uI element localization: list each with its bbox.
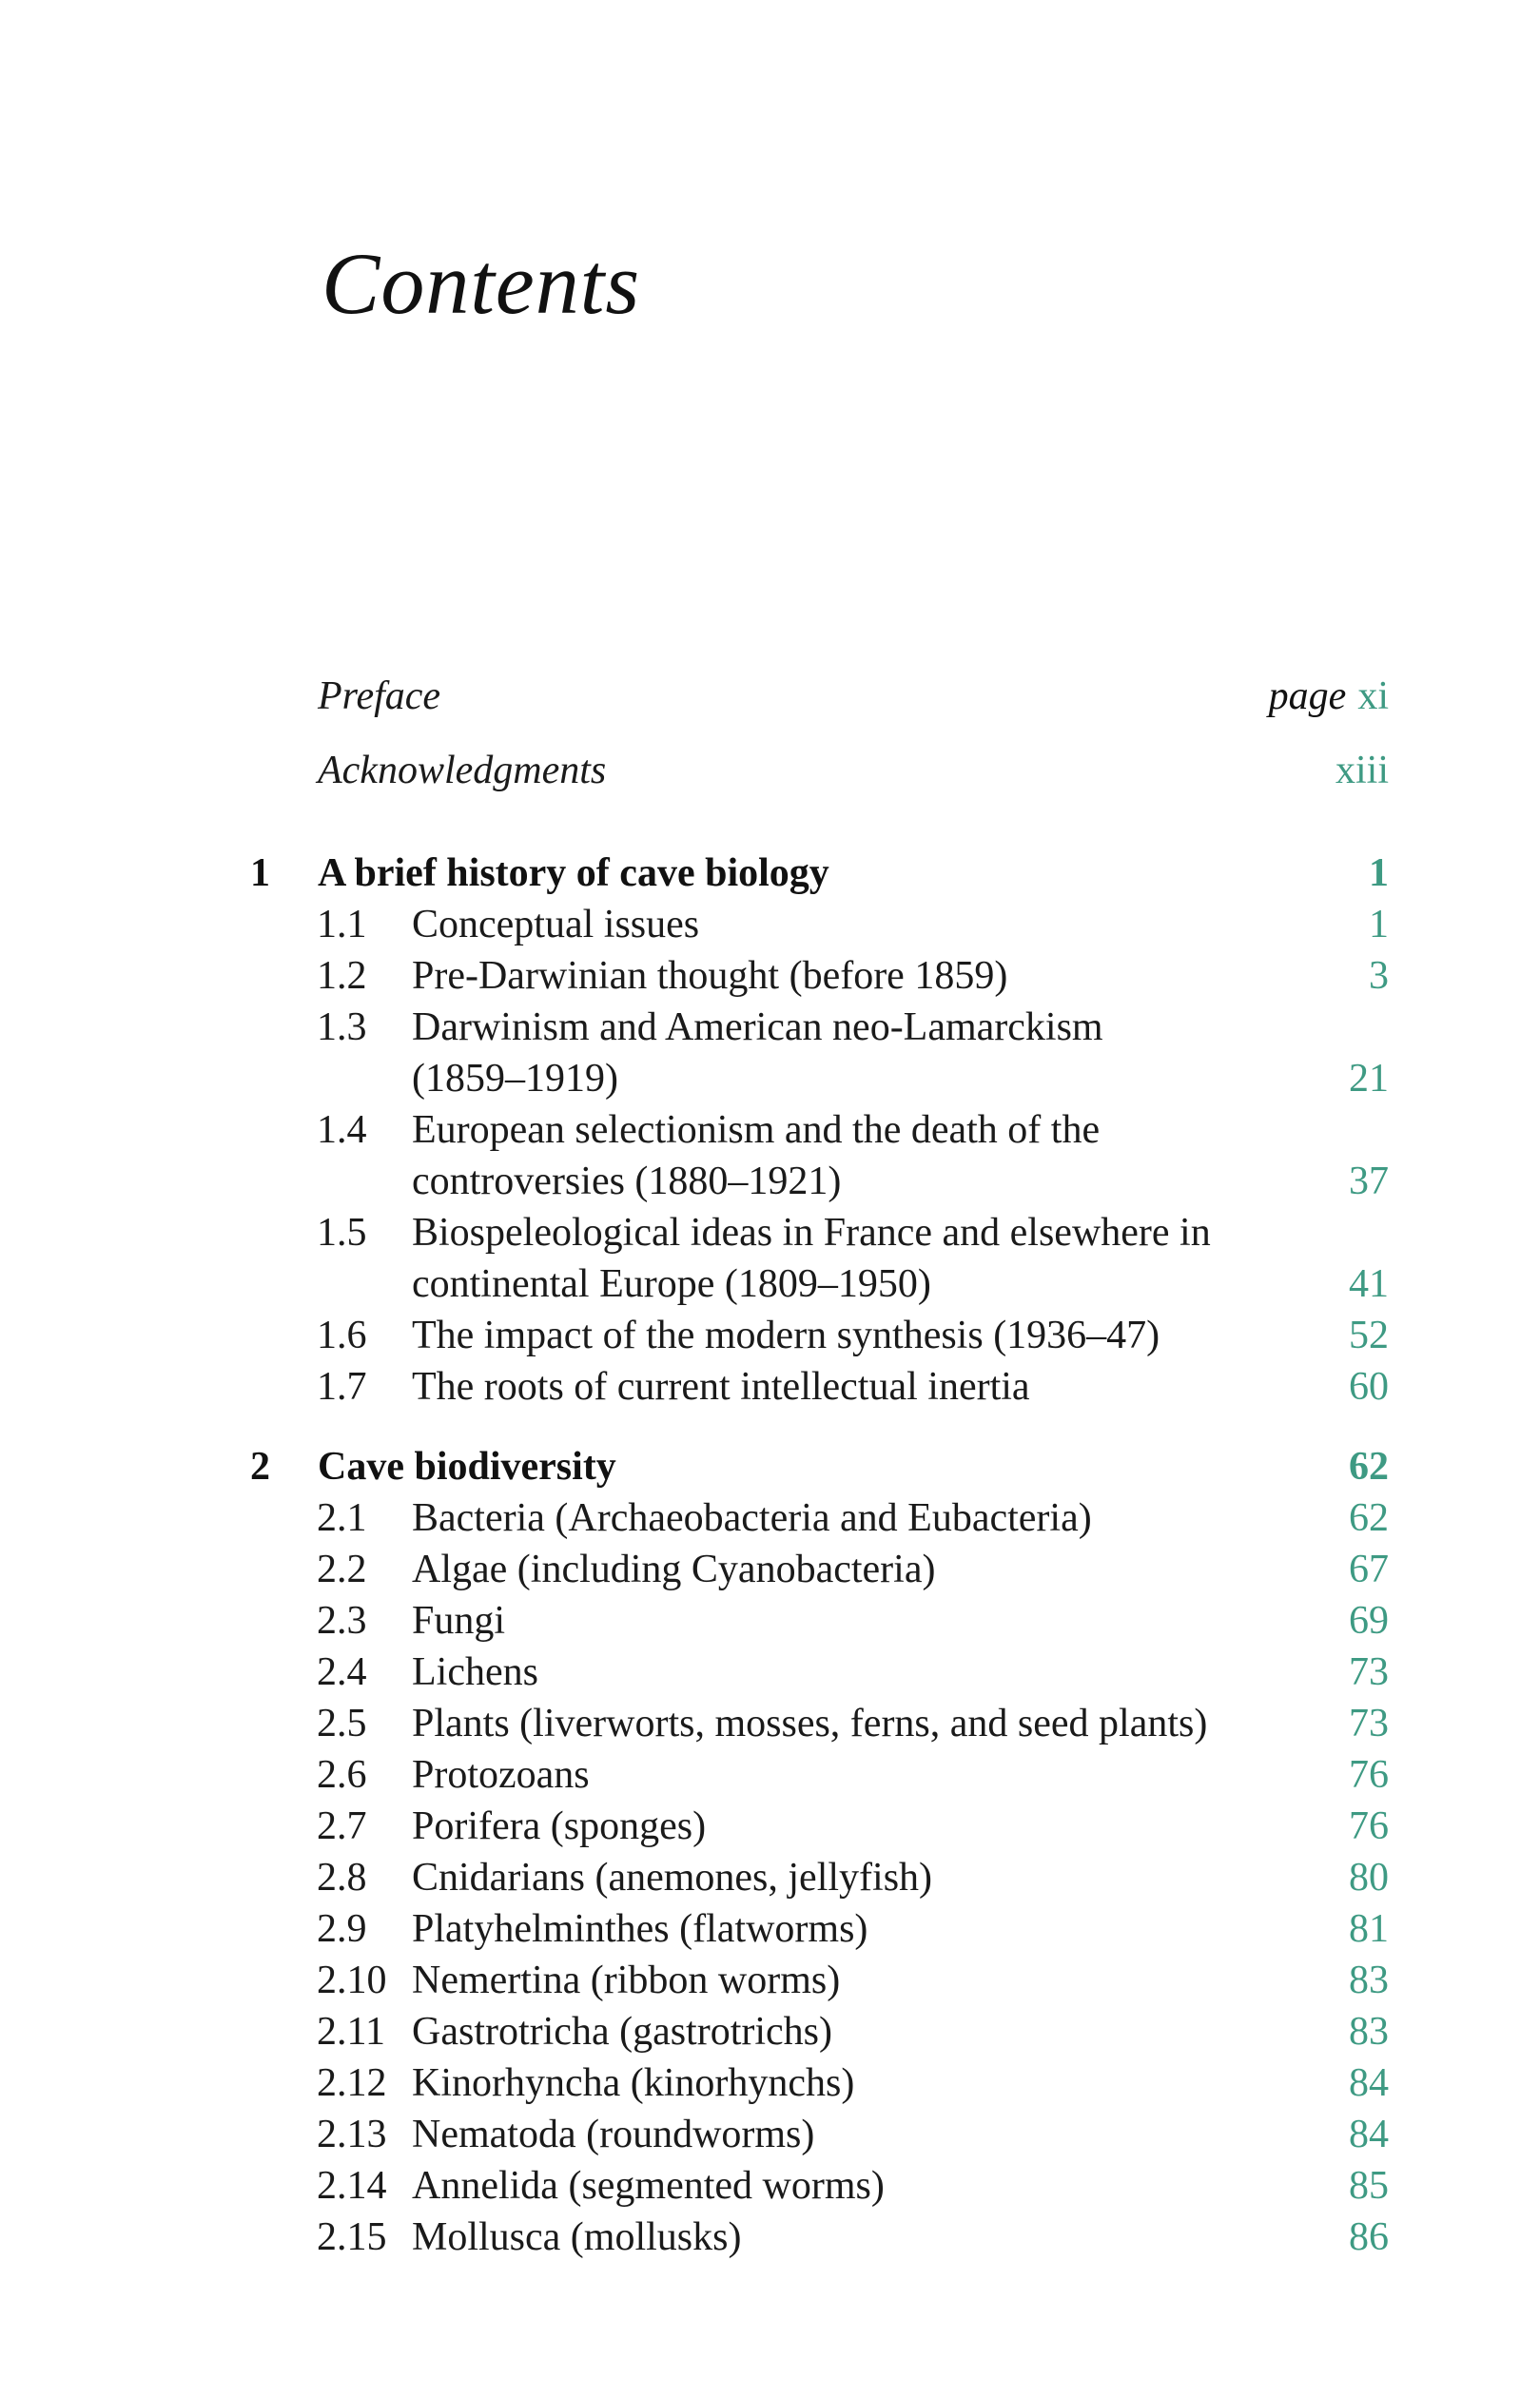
toc-section[interactable] <box>0 1595 1540 1647</box>
section-title: Cnidarians (anemones, jellyfish) <box>412 1856 933 1900</box>
page-number: 84 <box>1349 2113 1389 2156</box>
section-number: 2.11 <box>317 2010 385 2054</box>
section-title: Nematoda (roundworms) <box>412 2113 815 2156</box>
toc-section[interactable] <box>0 2212 1540 2263</box>
page-number: 21 <box>1349 1057 1389 1101</box>
section-title: European selectionism and the death of the <box>412 1108 1101 1152</box>
section-number: 2.1 <box>317 1496 367 1540</box>
toc-section[interactable] <box>0 2109 1540 2160</box>
toc-section[interactable] <box>0 1647 1540 1698</box>
toc-section-continuation[interactable] <box>0 1156 1540 1207</box>
page-number: 37 <box>1349 1160 1389 1203</box>
page-number: 1 <box>1369 851 1389 895</box>
toc-section[interactable] <box>0 1492 1540 1544</box>
section-number: 2.8 <box>317 1856 367 1900</box>
chapter-number: 2 <box>250 1445 270 1489</box>
section-title: Biospeleological ideas in France and elsewhere in <box>412 1211 1211 1255</box>
toc-section[interactable] <box>0 1361 1540 1413</box>
chapter-title: Cave biodiversity <box>318 1445 616 1489</box>
section-number: 2.4 <box>317 1650 367 1694</box>
section-number: 1.4 <box>317 1108 367 1152</box>
section-title-continued: (1859–1919) <box>412 1057 618 1101</box>
section-title: Conceptual issues <box>412 903 700 946</box>
section-number: 2.6 <box>317 1753 367 1797</box>
toc-section[interactable] <box>0 1749 1540 1801</box>
section-title: Lichens <box>412 1650 538 1694</box>
page-number: 86 <box>1349 2215 1389 2259</box>
page-number: 83 <box>1349 2010 1389 2054</box>
section-number: 1.7 <box>317 1365 367 1409</box>
toc-chapter-2[interactable] <box>0 1441 1540 1492</box>
entry-title: Preface <box>318 674 441 718</box>
toc-chapter-1[interactable] <box>0 848 1540 899</box>
section-number: 1.5 <box>317 1211 367 1255</box>
section-title: Pre-Darwinian thought (before 1859) <box>412 954 1008 998</box>
section-number: 2.12 <box>317 2061 387 2105</box>
page-label: page <box>1268 674 1347 718</box>
page-number: 73 <box>1349 1650 1389 1694</box>
section-title: Bacteria (Archaeobacteria and Eubacteria) <box>412 1496 1092 1540</box>
section-number: 1.2 <box>317 954 367 998</box>
section-number: 2.14 <box>317 2164 387 2208</box>
toc-section[interactable] <box>0 899 1540 950</box>
toc-section[interactable] <box>0 1104 1540 1156</box>
toc-section[interactable] <box>0 1903 1540 1955</box>
toc-section[interactable] <box>0 1698 1540 1749</box>
section-number: 1.3 <box>317 1005 367 1049</box>
page-number: 67 <box>1349 1548 1389 1591</box>
toc-section[interactable] <box>0 2160 1540 2212</box>
toc-section[interactable] <box>0 2057 1540 2109</box>
page-number: 85 <box>1349 2164 1389 2208</box>
page-number: 76 <box>1349 1753 1389 1797</box>
section-number: 2.15 <box>317 2215 387 2259</box>
page-number: 62 <box>1349 1496 1389 1540</box>
page-number: xi <box>1357 674 1389 718</box>
page-number: 81 <box>1349 1907 1389 1951</box>
toc-section[interactable] <box>0 1207 1540 1258</box>
section-number: 2.2 <box>317 1548 367 1591</box>
section-number: 2.3 <box>317 1599 367 1643</box>
page-number: 52 <box>1349 1314 1389 1357</box>
section-number: 1.6 <box>317 1314 367 1357</box>
page-number: 84 <box>1349 2061 1389 2105</box>
entry-page <box>1269 671 1389 722</box>
page-number: 76 <box>1349 1804 1389 1848</box>
page-number: 80 <box>1349 1856 1389 1900</box>
page-title: Contents <box>322 235 641 332</box>
section-title: Protozoans <box>412 1753 590 1797</box>
section-title: Fungi <box>412 1599 506 1643</box>
section-title: Nemertina (ribbon worms) <box>412 1959 841 2002</box>
section-title-continued: controversies (1880–1921) <box>412 1160 842 1203</box>
toc-section[interactable] <box>0 1852 1540 1903</box>
section-title: Annelida (segmented worms) <box>412 2164 885 2208</box>
section-number: 2.9 <box>317 1907 367 1951</box>
toc-entry-acknowledgments[interactable] <box>0 745 1540 796</box>
toc-entry-preface[interactable] <box>0 671 1540 722</box>
section-title: The roots of current intellectual inertia <box>412 1365 1030 1409</box>
toc-section[interactable] <box>0 1955 1540 2006</box>
section-title: Algae (including Cyanobacteria) <box>412 1548 936 1591</box>
page-number: 3 <box>1369 954 1389 998</box>
toc-section-continuation[interactable] <box>0 1053 1540 1104</box>
section-title: Platyhelminthes (flatworms) <box>412 1907 868 1951</box>
section-number: 2.13 <box>317 2113 387 2156</box>
toc-section[interactable] <box>0 1002 1540 1053</box>
section-title: Plants (liverworts, mosses, ferns, and seed plants) <box>412 1702 1208 1745</box>
section-number: 2.7 <box>317 1804 367 1848</box>
page-number: xiii <box>1335 749 1389 792</box>
section-title: The impact of the modern synthesis (1936–47) <box>412 1314 1160 1357</box>
section-title: Kinorhyncha (kinorhynchs) <box>412 2061 855 2105</box>
toc-section[interactable] <box>0 1544 1540 1595</box>
toc-section[interactable] <box>0 950 1540 1002</box>
section-title: Mollusca (mollusks) <box>412 2215 742 2259</box>
section-title: Porifera (sponges) <box>412 1804 707 1848</box>
chapter-number: 1 <box>250 851 270 895</box>
page-number: 60 <box>1349 1365 1389 1409</box>
chapter-title: A brief history of cave biology <box>318 851 829 895</box>
page-number: 73 <box>1349 1702 1389 1745</box>
toc-section-continuation[interactable] <box>0 1258 1540 1310</box>
section-title-continued: continental Europe (1809–1950) <box>412 1262 931 1306</box>
toc-section[interactable] <box>0 1801 1540 1852</box>
page-number: 69 <box>1349 1599 1389 1643</box>
section-title: Darwinism and American neo-Lamarckism <box>412 1005 1103 1049</box>
page-number: 41 <box>1349 1262 1389 1306</box>
toc-section[interactable] <box>0 2006 1540 2057</box>
page-number: 1 <box>1369 903 1389 946</box>
page-number: 62 <box>1349 1445 1389 1489</box>
page-number: 83 <box>1349 1959 1389 2002</box>
toc-section[interactable] <box>0 1310 1540 1361</box>
section-number: 2.10 <box>317 1959 387 2002</box>
section-number: 2.5 <box>317 1702 367 1745</box>
section-number: 1.1 <box>317 903 367 946</box>
section-title: Gastrotricha (gastrotrichs) <box>412 2010 833 2054</box>
entry-title: Acknowledgments <box>318 749 607 792</box>
